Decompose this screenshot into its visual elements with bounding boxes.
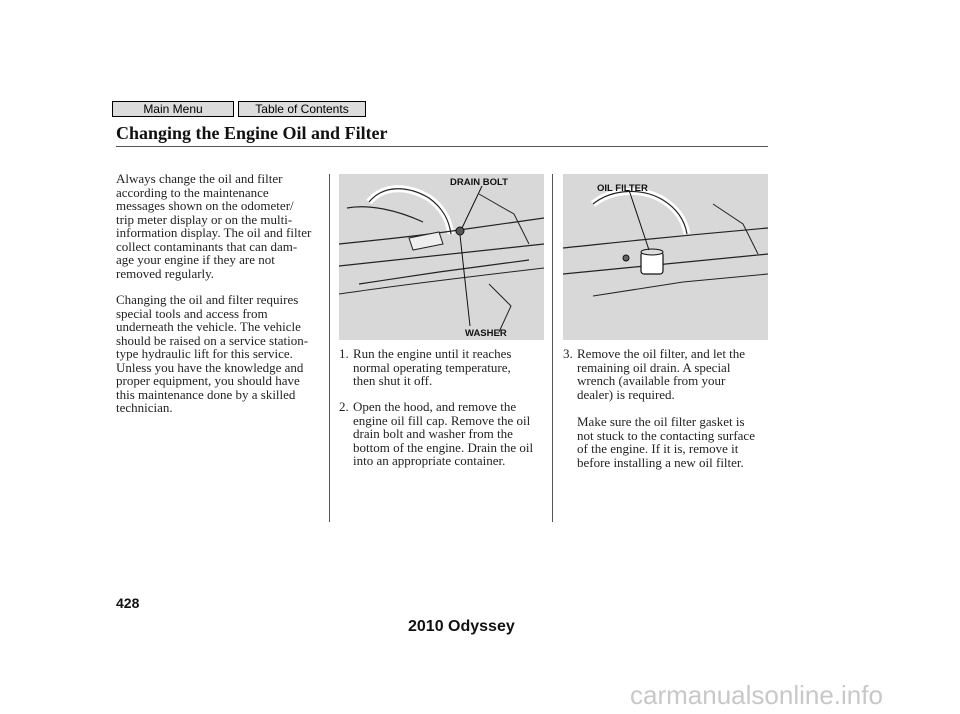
step-2 bbox=[339, 400, 549, 470]
watermark: carmanualsonline.info bbox=[630, 680, 883, 710]
oil-filter-drawing bbox=[563, 174, 768, 340]
step-text: Remove the oil filter, and let the remaining oil drain. A special wrench (available from your dealer) is required. bbox=[577, 346, 746, 402]
step-number: 1. bbox=[339, 346, 349, 361]
step-number: 3. bbox=[563, 346, 573, 361]
page-title: Changing the Engine Oil and Filter bbox=[116, 123, 388, 143]
step-1 bbox=[339, 347, 549, 391]
oil-filter-label: OIL FILTER bbox=[597, 183, 648, 194]
page-number: 428 bbox=[116, 595, 140, 611]
model-name: 2010 Odyssey bbox=[408, 618, 515, 635]
table-of-contents-button[interactable]: Table of Contents bbox=[238, 101, 366, 117]
intro-paragraph-2: Changing the oil and filter requires special tools and access from underneath the vehicle. The vehicle should be raised on a service station- type hydraulic lift for this service. Unless you have the knowledge and proper equipment, you should have this maintenance done by a skilled technician. bbox=[116, 292, 309, 415]
intro-paragraph-1: Always change the oil and filter according to the maintenance messages shown on the odometer/ trip meter display or on the multi- information display. The oil and filter collect contaminants that can dam- age your engine if they are not removed regularly. bbox=[116, 171, 312, 281]
oil-filter-illustration bbox=[563, 174, 768, 340]
step-3-note: Make sure the oil filter gasket is not stuck to the contacting surface of the engine. If it is, remove it before installing a new oil filter. bbox=[577, 414, 755, 470]
main-menu-button[interactable]: Main Menu bbox=[112, 101, 234, 117]
engine-underside-drawing bbox=[339, 174, 544, 340]
washer-label: WASHER bbox=[465, 328, 507, 339]
column-divider bbox=[329, 174, 330, 522]
column-divider bbox=[552, 174, 553, 522]
step-3 bbox=[563, 347, 773, 405]
drain-bolt-label: DRAIN BOLT bbox=[450, 177, 508, 188]
step-text: Run the engine until it reaches normal operating temperature, then shut it off. bbox=[353, 346, 512, 388]
drain-bolt-illustration bbox=[339, 174, 544, 340]
step-number: 2. bbox=[339, 399, 349, 414]
step-text: Open the hood, and remove the engine oil fill cap. Remove the oil drain bolt and washer from the bottom of the engine. Drain the oil into an appropriate container. bbox=[353, 399, 534, 468]
title-divider bbox=[116, 146, 768, 147]
